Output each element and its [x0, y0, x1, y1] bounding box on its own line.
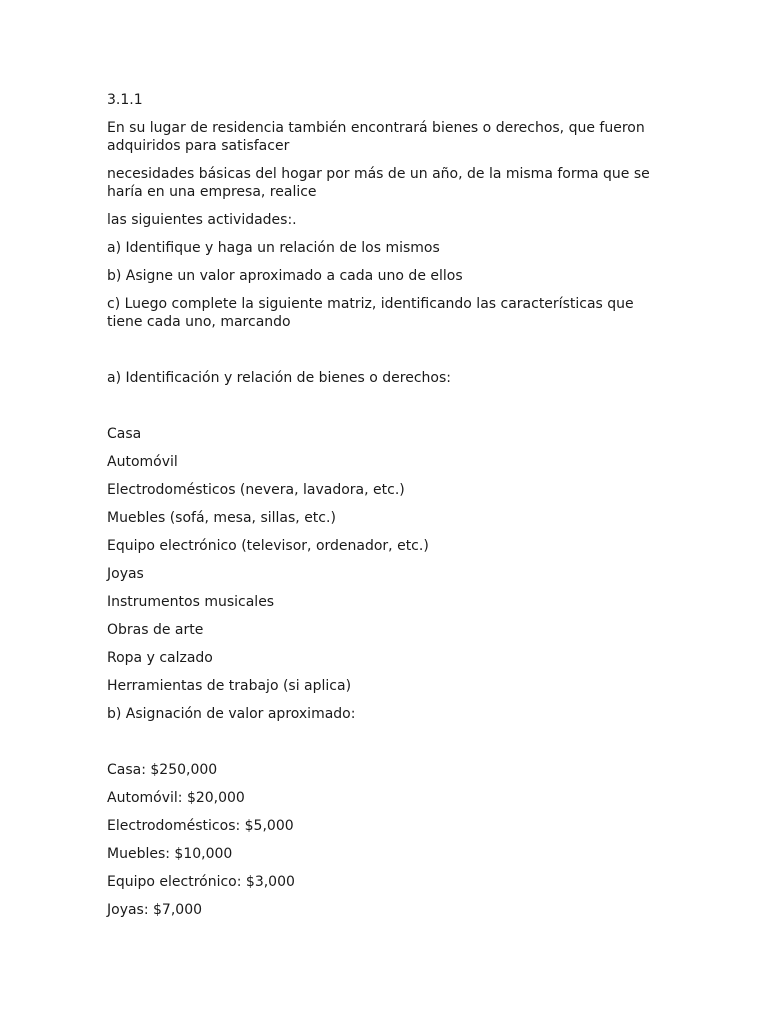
- intro-paragraph: necesidades básicas del hogar por más de un año, de la misma forma que se haría en una empresa, realice: [107, 166, 650, 200]
- value-list-item: Electrodomésticos: $5,000: [107, 818, 294, 834]
- value-list-item: Joyas: $7,000: [107, 902, 203, 918]
- section-heading-a: a) Identificación y relación de bienes o derechos:: [107, 370, 451, 386]
- blank-line: [107, 341, 652, 359]
- section-heading-b: b) Asignación de valor aproximado:: [107, 706, 356, 722]
- instruction-item: b) Asigne un valor aproximado a cada uno de ellos: [107, 268, 463, 284]
- blank-line: [107, 397, 652, 415]
- intro-paragraph: las siguientes actividades:.: [107, 212, 297, 228]
- asset-list-item: Joyas: [107, 566, 144, 582]
- asset-list-item: Muebles (sofá, mesa, sillas, etc.): [107, 510, 336, 526]
- asset-list-item: Casa: [107, 426, 142, 442]
- instruction-item: a) Identifique y haga un relación de los mismos: [107, 240, 440, 256]
- instruction-item: c) Luego complete la siguiente matriz, identificando las características que tiene cada uno, marcando: [107, 296, 634, 330]
- blank-line: [107, 733, 652, 751]
- section-number: 3.1.1: [107, 92, 143, 108]
- asset-list-item: Herramientas de trabajo (si aplica): [107, 678, 352, 694]
- intro-paragraph: En su lugar de residencia también encontrará bienes o derechos, que fueron adquiridos para satisfacer: [107, 120, 645, 154]
- value-list-item: Muebles: $10,000: [107, 846, 233, 862]
- asset-list-item: Electrodomésticos (nevera, lavadora, etc.): [107, 482, 405, 498]
- asset-list-item: Instrumentos musicales: [107, 594, 275, 610]
- document-page: [107, 91, 652, 929]
- asset-list-item: Equipo electrónico (televisor, ordenador, etc.): [107, 538, 429, 554]
- value-list-item: Automóvil: $20,000: [107, 790, 245, 806]
- asset-list-item: Ropa y calzado: [107, 650, 213, 666]
- value-list-item: Equipo electrónico: $3,000: [107, 874, 295, 890]
- asset-list-item: Automóvil: [107, 454, 178, 470]
- value-list-item: Casa: $250,000: [107, 762, 218, 778]
- asset-list-item: Obras de arte: [107, 622, 204, 638]
